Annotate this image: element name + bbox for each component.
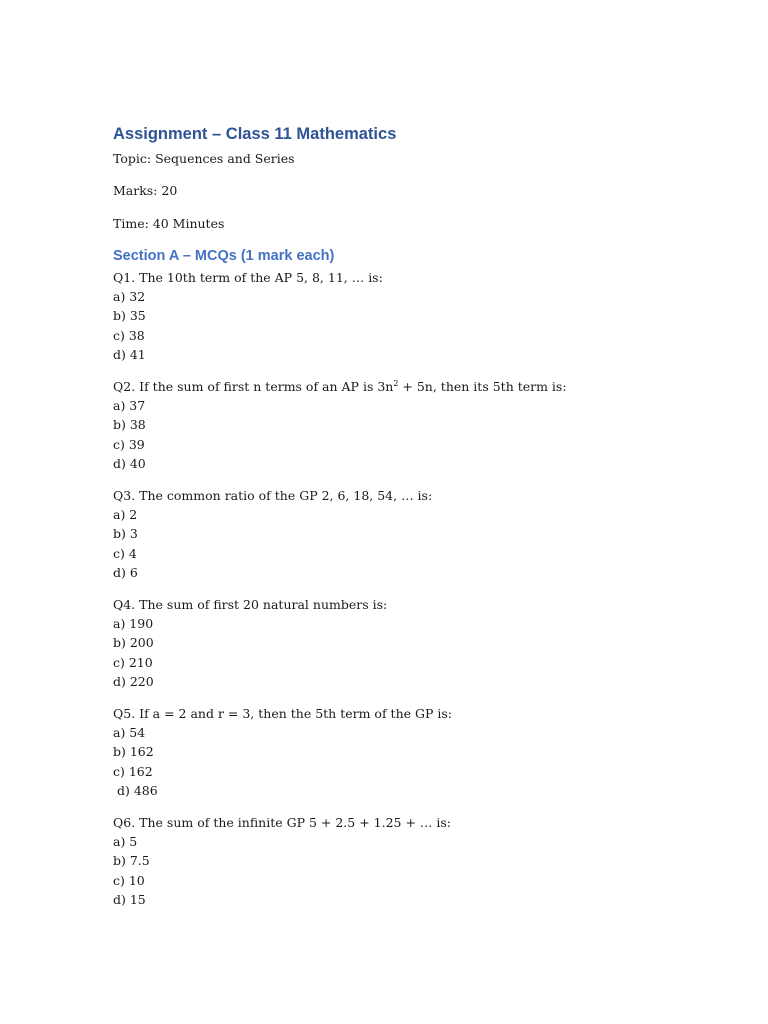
option-a: a) 2 [113, 507, 138, 523]
marks-line: Marks: 20 [113, 183, 178, 199]
question-text: Q1. The 10th term of the AP 5, 8, 11, … is: [113, 269, 383, 285]
question-text-part: Q2. If the sum of first n terms of an AP is 3n [113, 378, 394, 394]
time-line: Time: 40 Minutes [113, 215, 225, 231]
section-a-heading: Section A – MCQs (1 mark each) [113, 247, 335, 264]
option-b: b) 35 [113, 308, 146, 324]
option-d: d) 220 [113, 674, 154, 690]
option-b: b) 200 [113, 635, 154, 651]
exponent: 2 [393, 378, 399, 388]
question-5 [113, 704, 673, 800]
question-1 [113, 268, 673, 364]
option-b: b) 38 [113, 417, 146, 433]
question-text: Q3. The common ratio of the GP 2, 6, 18, 54, … is: [113, 487, 433, 503]
option-c: c) 39 [113, 436, 145, 452]
question-text: Q4. The sum of first 20 natural numbers is: [113, 596, 388, 612]
option-b: b) 7.5 [113, 853, 150, 869]
option-c: c) 162 [113, 763, 153, 779]
question-text-part: + 5n, then its 5th term is: [398, 378, 567, 394]
option-d: d) 486 [113, 783, 158, 799]
question-3 [113, 486, 673, 582]
option-a: a) 37 [113, 398, 146, 414]
option-a: a) 5 [113, 834, 138, 850]
document-title: Assignment – Class 11 Mathematics [113, 125, 397, 143]
question-text: Q6. The sum of the infinite GP 5 + 2.5 + 1.25 + … is: [113, 814, 451, 830]
option-a: a) 190 [113, 616, 154, 632]
option-a: a) 32 [113, 289, 146, 305]
option-c: c) 210 [113, 654, 153, 670]
option-b: b) 3 [113, 526, 138, 542]
option-c: c) 38 [113, 327, 145, 343]
option-d: d) 41 [113, 347, 146, 363]
option-a: a) 54 [113, 725, 146, 741]
question-2 [113, 377, 673, 473]
document-page [113, 122, 673, 922]
option-d: d) 6 [113, 565, 138, 581]
question-6 [113, 813, 673, 909]
option-c: c) 10 [113, 872, 145, 888]
option-c: c) 4 [113, 545, 137, 561]
option-b: b) 162 [113, 744, 154, 760]
option-d: d) 40 [113, 456, 146, 472]
question-4 [113, 595, 673, 691]
topic-line: Topic: Sequences and Series [113, 151, 295, 166]
question-text [113, 377, 673, 396]
question-text: Q5. If a = 2 and r = 3, then the 5th term of the GP is: [113, 705, 452, 721]
option-d: d) 15 [113, 892, 146, 907]
